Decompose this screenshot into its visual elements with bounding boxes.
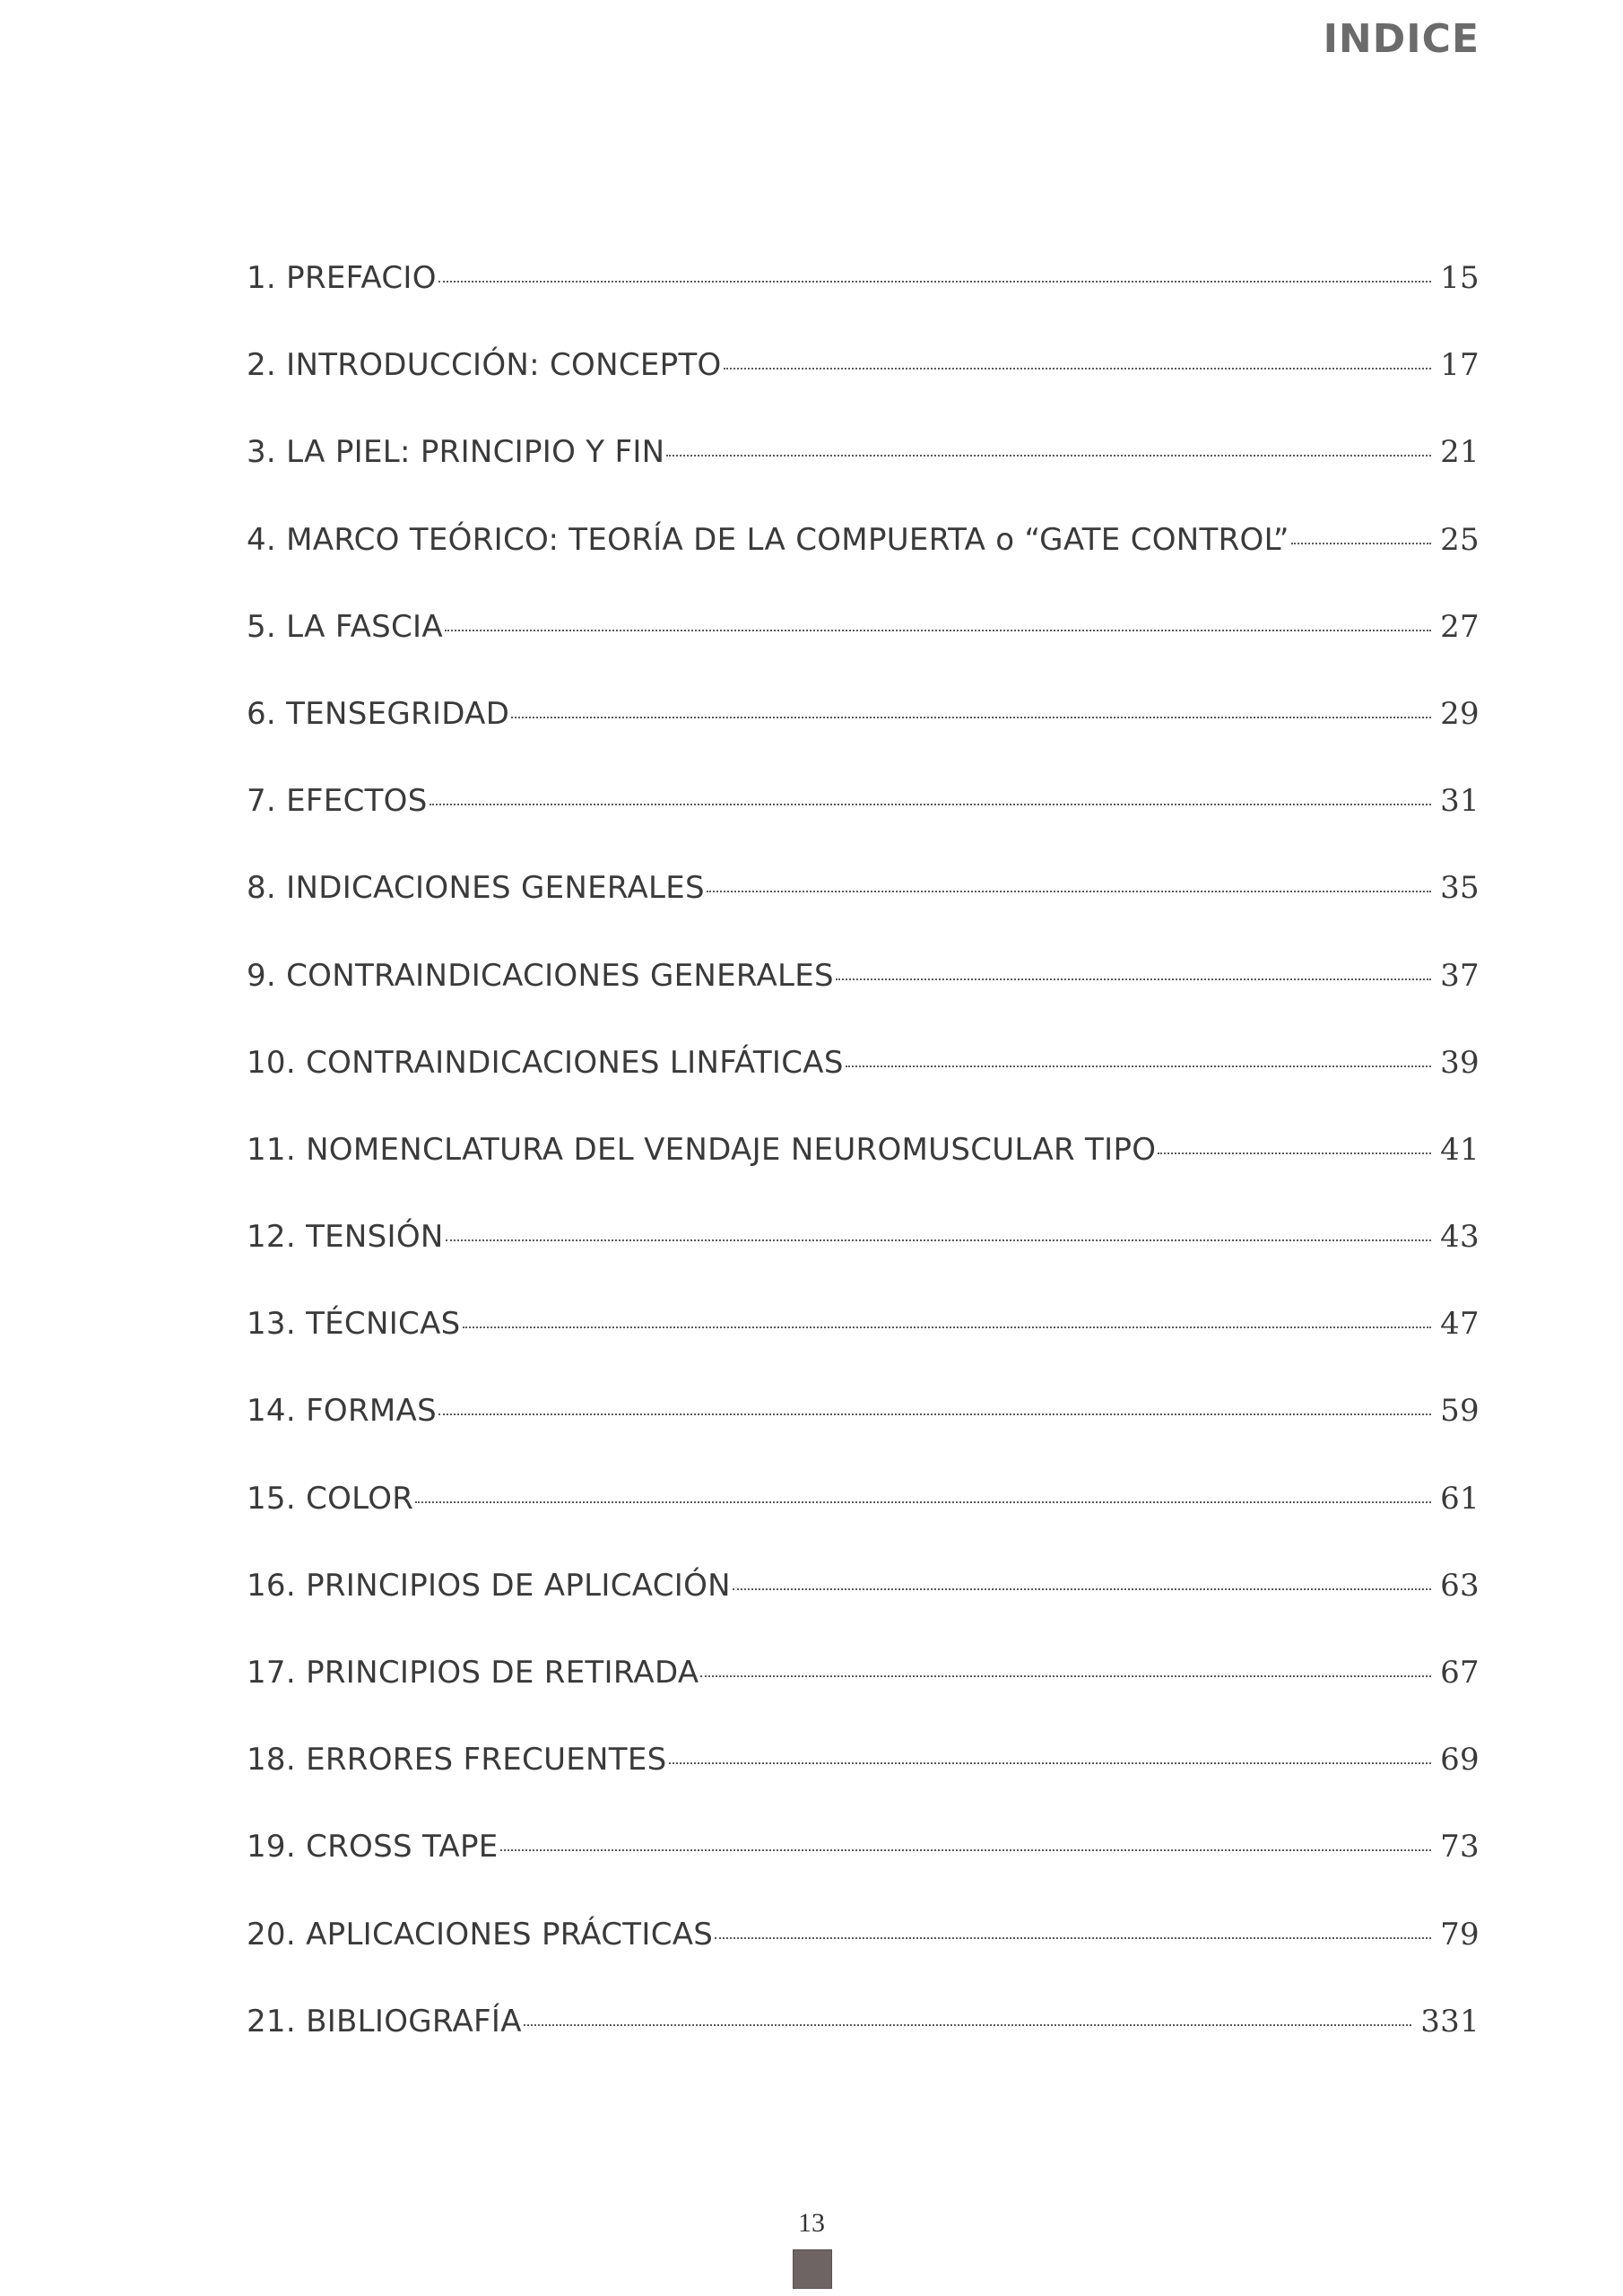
page-number: 13 <box>798 2208 825 2238</box>
toc-entry[interactable] <box>247 1045 1480 1132</box>
toc-entry-title: 14. FORMAS <box>247 1393 437 1430</box>
dot-leader <box>707 891 1431 892</box>
toc-entry[interactable] <box>247 609 1480 696</box>
toc-entry-page: 39 <box>1440 1044 1480 1081</box>
toc-entry[interactable] <box>247 1829 1480 1916</box>
dot-leader <box>415 1501 1431 1503</box>
toc-entry[interactable] <box>247 696 1480 783</box>
toc-entry-page: 43 <box>1440 1219 1480 1256</box>
dot-leader <box>438 281 1431 283</box>
toc-entry-page: 15 <box>1440 260 1480 296</box>
toc-entry[interactable] <box>247 783 1480 870</box>
dot-leader <box>430 804 1432 805</box>
toc-entry-page: 41 <box>1440 1131 1480 1168</box>
toc-entry-title: 3. LA PIEL: PRINCIPIO Y FIN <box>247 434 665 471</box>
toc-entry-page: 31 <box>1440 783 1480 820</box>
toc-entry-title: 7. EFECTOS <box>247 783 428 820</box>
toc-entry-title: 13. TÉCNICAS <box>247 1306 461 1343</box>
table-of-contents <box>247 260 1480 2091</box>
toc-entry-page: 17 <box>1440 347 1480 384</box>
toc-entry[interactable] <box>247 1306 1480 1393</box>
toc-entry[interactable] <box>247 2004 1480 2091</box>
toc-entry[interactable] <box>247 260 1480 347</box>
toc-entry-title: 9. CONTRAINDICACIONES GENERALES <box>247 957 834 994</box>
dot-leader <box>733 1588 1431 1590</box>
page-marker-square <box>793 2249 832 2289</box>
toc-entry-title: 10. CONTRAINDICACIONES LINFÁTICAS <box>247 1044 844 1081</box>
toc-entry-title: 17. PRINCIPIOS DE RETIRADA <box>247 1655 699 1691</box>
dot-leader <box>715 1937 1431 1939</box>
toc-entry[interactable] <box>247 1393 1480 1480</box>
dot-leader <box>463 1326 1432 1328</box>
toc-entry[interactable] <box>247 870 1480 957</box>
toc-entry-title: 8. INDICACIONES GENERALES <box>247 870 705 907</box>
toc-entry[interactable] <box>247 1481 1480 1568</box>
toc-entry-title: 12. TENSIÓN <box>247 1219 444 1256</box>
toc-entry-page: 61 <box>1440 1480 1480 1517</box>
toc-entry-page: 29 <box>1440 695 1480 732</box>
toc-entry-page: 63 <box>1440 1567 1480 1604</box>
toc-entry-page: 27 <box>1440 608 1480 645</box>
dot-leader <box>666 455 1431 457</box>
toc-entry[interactable] <box>247 1568 1480 1655</box>
toc-entry-page: 35 <box>1440 870 1480 907</box>
toc-entry-title: 1. PREFACIO <box>247 260 437 296</box>
toc-entry[interactable] <box>247 1917 1480 2004</box>
toc-entry-page: 73 <box>1440 1829 1480 1866</box>
toc-entry-title: 20. APLICACIONES PRÁCTICAS <box>247 1916 714 1952</box>
dot-leader <box>500 1849 1432 1851</box>
toc-entry-page: 21 <box>1440 434 1480 471</box>
dot-leader <box>846 1065 1431 1067</box>
dot-leader <box>724 368 1432 370</box>
dot-leader <box>669 1762 1432 1764</box>
toc-entry[interactable] <box>247 958 1480 1045</box>
dot-leader <box>438 1413 1431 1415</box>
toc-entry-page: 37 <box>1440 957 1480 994</box>
toc-entry-title: 2. INTRODUCCIÓN: CONCEPTO <box>247 347 722 384</box>
toc-entry-title: 6. TENSEGRIDAD <box>247 695 510 732</box>
toc-entry[interactable] <box>247 1219 1480 1306</box>
toc-entry-title: 4. MARCO TEÓRICO: TEORÍA DE LA COMPUERTA o “GATE CONTROL” <box>247 521 1289 558</box>
dot-leader <box>445 630 1431 631</box>
toc-entry-title: 11. NOMENCLATURA DEL VENDAJE NEUROMUSCULAR TIPO <box>247 1131 1157 1168</box>
dot-leader <box>700 1675 1431 1677</box>
toc-entry-title: 18. ERRORES FRECUENTES <box>247 1742 667 1779</box>
toc-entry-title: 15. COLOR <box>247 1480 414 1517</box>
dot-leader <box>511 717 1431 718</box>
dot-leader <box>1158 1152 1431 1154</box>
dot-leader <box>524 2024 1411 2026</box>
toc-entry-title: 21. BIBLIOGRAFÍA <box>247 2003 522 2039</box>
toc-entry-title: 5. LA FASCIA <box>247 608 443 645</box>
toc-entry[interactable] <box>247 347 1480 434</box>
toc-entry-page: 67 <box>1440 1655 1480 1691</box>
page-title: INDICE <box>1323 16 1480 62</box>
toc-entry[interactable] <box>247 1742 1480 1829</box>
dot-leader <box>446 1239 1431 1241</box>
toc-entry[interactable] <box>247 434 1480 521</box>
toc-entry-page: 69 <box>1440 1742 1480 1779</box>
dot-leader <box>836 978 1431 980</box>
toc-entry-title: 19. CROSS TAPE <box>247 1829 499 1866</box>
toc-entry-page: 79 <box>1440 1916 1480 1952</box>
dot-leader <box>1291 543 1431 544</box>
toc-entry[interactable] <box>247 1655 1480 1742</box>
toc-entry-title: 16. PRINCIPIOS DE APLICACIÓN <box>247 1567 731 1604</box>
toc-entry-page: 25 <box>1440 521 1480 558</box>
toc-entry[interactable] <box>247 1132 1480 1219</box>
toc-entry-page: 59 <box>1440 1393 1480 1430</box>
toc-entry-page: 47 <box>1440 1306 1480 1343</box>
toc-entry-page: 331 <box>1420 2003 1480 2039</box>
toc-entry[interactable] <box>247 522 1480 609</box>
